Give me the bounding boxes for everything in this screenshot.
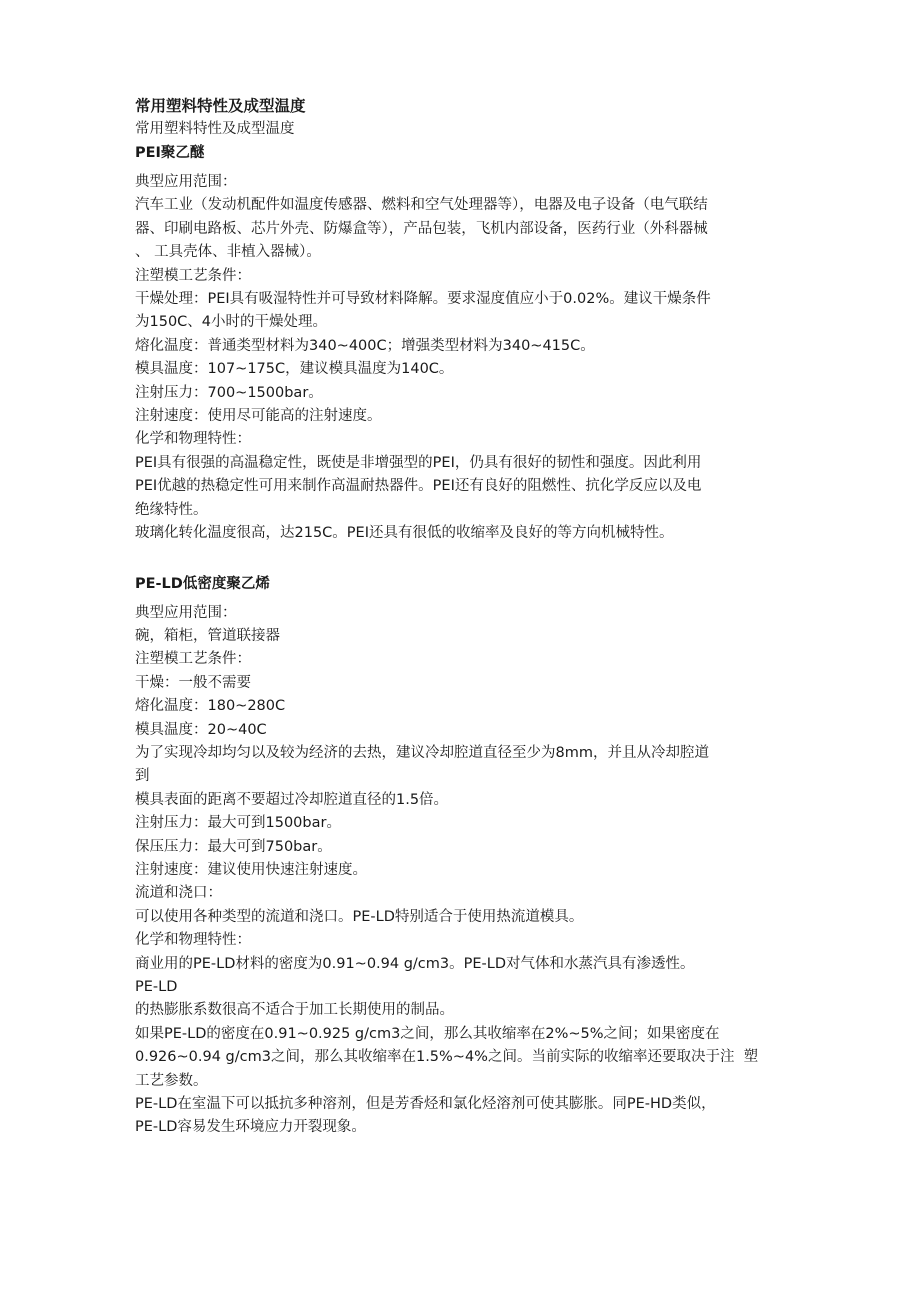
text-line: 模具表面的距离不要超过冷却腔道直径的1.5倍。	[135, 791, 449, 808]
text-line: 碗，箱柜，管道联接器	[135, 627, 280, 644]
section-body	[135, 602, 805, 1140]
section-pe-ld	[135, 572, 805, 1140]
section-body	[135, 171, 805, 546]
text-line: 典型应用范围：	[135, 174, 237, 190]
text-line: 注塑模工艺条件：	[135, 651, 251, 668]
text-line: 流道和浇口：	[135, 885, 222, 902]
text-line: 为150C、4小时的干燥处理。	[135, 314, 328, 331]
text-line: 注射压力：700~1500bar。	[135, 384, 323, 401]
text-line: PEI具有很强的高温稳定性，既使是非增强型的PEI，仍具有很好的韧性和强度。因此利用	[135, 454, 702, 471]
text-line: PE-LD在室温下可以抵抗多种溶剂，但是芳香烃和氯化烃溶剂可使其膨胀。同PE-HD类似，	[135, 1096, 716, 1113]
text-line: 到	[135, 768, 150, 785]
document-page	[135, 94, 805, 1140]
section-pei	[135, 141, 805, 546]
text-line: PEI优越的热稳定性可用来制作高温耐热器件。PEI还有良好的阻燃性、抗化学反应以及电	[135, 478, 702, 495]
text-line: 注射速度：建议使用快速注射速度。	[135, 861, 367, 878]
document-title: 常用塑料特性及成型温度	[135, 97, 306, 115]
text-line: 熔化温度：普通类型材料为340~400C；增强类型材料为340~415C。	[135, 337, 595, 354]
text-line: 熔化温度：180~280C	[135, 698, 286, 715]
text-line: 器、印刷电路板、芯片外壳、防爆盒等），产品包装，飞机内部设备，医药行业（外科器械	[135, 220, 708, 237]
text-line: 干燥处理：PEI具有吸湿特性并可导致材料降解。要求湿度值应小于0.02%。建议干燥条件	[135, 291, 711, 308]
text-line: 可以使用各种类型的流道和浇口。PE-LD特别适合于使用热流道模具。	[135, 908, 584, 925]
text-line: 模具温度：107~175C，建议模具温度为140C。	[135, 361, 454, 378]
text-line: 绝缘特性。	[135, 501, 208, 518]
text-line: PE-LD	[135, 979, 178, 995]
text-line: PE-LD容易发生环境应力开裂现象。	[135, 1119, 366, 1136]
section-spacer	[135, 546, 805, 572]
text-line: 注射压力：最大可到1500bar。	[135, 815, 341, 832]
text-line: 化学和物理特性：	[135, 431, 251, 448]
text-line: 工艺参数。	[135, 1072, 208, 1089]
text-line: 玻璃化转化温度很高，达215C。PEI还具有很低的收缩率及良好的等方向机械特性。	[135, 525, 674, 542]
text-line: 注射速度：使用尽可能高的注射速度。	[135, 408, 382, 425]
text-line: 的热膨胀系数很高不适合于加工长期使用的制品。	[135, 1002, 454, 1019]
text-line: 注塑模工艺条件：	[135, 267, 251, 284]
text-line: 干燥：一般不需要	[135, 674, 251, 691]
text-line: 商业用的PE-LD材料的密度为0.91~0.94 g/cm3。PE-LD对气体和水蒸汽具有渗透性。	[135, 955, 695, 972]
text-line: 为了实现冷却均匀以及较为经济的去热，建议冷却腔道直径至少为8mm，并且从冷却腔道	[135, 744, 709, 761]
text-line: 典型应用范围：	[135, 604, 237, 621]
section-heading: PE-LD低密度聚乙烯	[135, 575, 270, 592]
text-line: 如果PE-LD的密度在0.91~0.925 g/cm3之间，那么其收缩率在2%~5%之间；如果密度在	[135, 1025, 720, 1042]
document-subtitle: 常用塑料特性及成型温度	[135, 121, 295, 137]
text-line: 模具温度：20~40C	[135, 721, 267, 738]
text-line: 汽车工业（发动机配件如温度传感器、燃料和空气处理器等），电器及电子设备（电气联结	[135, 197, 708, 214]
text-line: 0.926~0.94 g/cm3之间，那么其收缩率在1.5%~4%之间。当前实际的收缩率还要取决于注 塑	[135, 1049, 759, 1066]
section-heading: PEI聚乙醚	[135, 145, 205, 161]
text-line: 保压压力：最大可到750bar。	[135, 838, 332, 855]
text-line: 、 工具壳体、非植入器械）。	[135, 244, 321, 261]
text-line: 化学和物理特性：	[135, 932, 251, 949]
